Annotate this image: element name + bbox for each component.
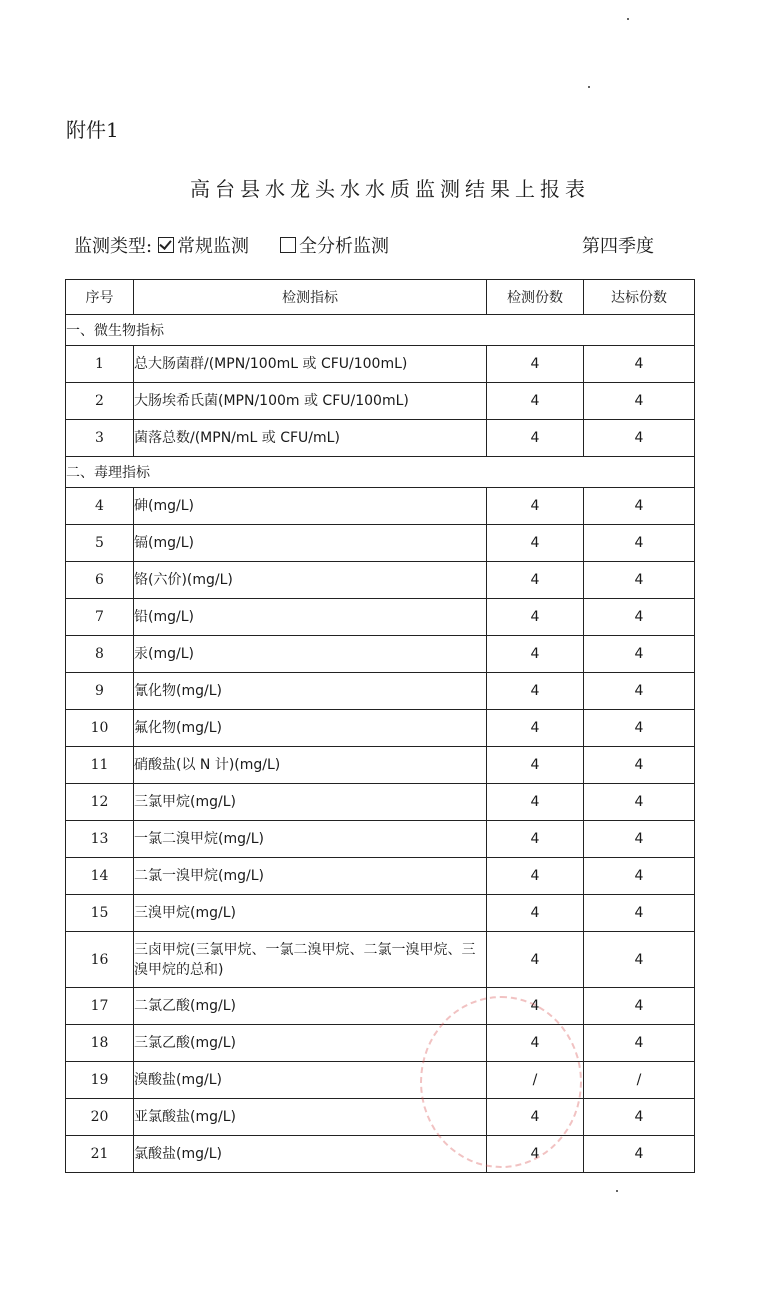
tested-count: 4: [487, 710, 584, 747]
results-table: [65, 279, 695, 1173]
row-number: 8: [66, 636, 134, 673]
row-number: 3: [66, 420, 134, 457]
table-row: [66, 895, 695, 932]
passed-count: 4: [584, 488, 695, 525]
passed-count: 4: [584, 932, 695, 988]
table-row: [66, 747, 695, 784]
row-number: 4: [66, 488, 134, 525]
tested-count: 4: [487, 1099, 584, 1136]
row-number: 20: [66, 1099, 134, 1136]
passed-count: 4: [584, 1099, 695, 1136]
row-number: 17: [66, 988, 134, 1025]
monitoring-type-line: [74, 232, 654, 260]
indicator-name: 氟化物(mg/L): [134, 710, 487, 747]
indicator-name: 菌落总数/(MPN/mL 或 CFU/mL): [134, 420, 487, 457]
passed-count: 4: [584, 1025, 695, 1062]
monitoring-type-label: 监测类型:: [74, 236, 153, 257]
option-routine-label: 常规监测: [177, 236, 249, 257]
indicator-name: 亚氯酸盐(mg/L): [134, 1099, 487, 1136]
table-row: [66, 599, 695, 636]
row-number: 7: [66, 599, 134, 636]
indicator-name: 三溴甲烷(mg/L): [134, 895, 487, 932]
row-number: 5: [66, 525, 134, 562]
passed-count: 4: [584, 710, 695, 747]
table-header-row: [66, 280, 695, 315]
tested-count: 4: [487, 346, 584, 383]
tested-count: 4: [487, 599, 584, 636]
passed-count: 4: [584, 858, 695, 895]
tested-count: 4: [487, 562, 584, 599]
tested-count: 4: [487, 988, 584, 1025]
option-routine: [158, 232, 249, 258]
tested-count: 4: [487, 636, 584, 673]
option-full-analysis: [280, 232, 389, 258]
indicator-name: 镉(mg/L): [134, 525, 487, 562]
row-number: 14: [66, 858, 134, 895]
section-row: [66, 457, 695, 488]
annex-label: 附件1: [66, 118, 119, 142]
passed-count: 4: [584, 895, 695, 932]
table-row: [66, 673, 695, 710]
section-title: 二、毒理指标: [66, 457, 695, 488]
tested-count: 4: [487, 895, 584, 932]
passed-count: 4: [584, 383, 695, 420]
passed-count: /: [584, 1062, 695, 1099]
indicator-name: 砷(mg/L): [134, 488, 487, 525]
scan-speck: [627, 18, 629, 20]
passed-count: 4: [584, 988, 695, 1025]
indicator-name: 三卤甲烷(三氯甲烷、一氯二溴甲烷、二氯一溴甲烷、三溴甲烷的总和): [134, 932, 487, 988]
row-number: 21: [66, 1136, 134, 1173]
indicator-name: 二氯乙酸(mg/L): [134, 988, 487, 1025]
table-row: [66, 858, 695, 895]
tested-count: 4: [487, 747, 584, 784]
indicator-name: 大肠埃希氏菌(MPN/100m 或 CFU/100mL): [134, 383, 487, 420]
tested-count: 4: [487, 858, 584, 895]
indicator-name: 铬(六价)(mg/L): [134, 562, 487, 599]
row-number: 12: [66, 784, 134, 821]
row-number: 15: [66, 895, 134, 932]
table-row: [66, 420, 695, 457]
table-row: [66, 821, 695, 858]
table-row: [66, 784, 695, 821]
passed-count: 4: [584, 784, 695, 821]
row-number: 16: [66, 932, 134, 988]
passed-count: 4: [584, 346, 695, 383]
indicator-name: 三氯甲烷(mg/L): [134, 784, 487, 821]
table-row: [66, 1062, 695, 1099]
indicator-name: 硝酸盐(以 N 计)(mg/L): [134, 747, 487, 784]
indicator-name: 铅(mg/L): [134, 599, 487, 636]
tested-count: 4: [487, 784, 584, 821]
indicator-name: 二氯一溴甲烷(mg/L): [134, 858, 487, 895]
row-number: 6: [66, 562, 134, 599]
passed-count: 4: [584, 636, 695, 673]
section-row: [66, 315, 695, 346]
indicator-name: 溴酸盐(mg/L): [134, 1062, 487, 1099]
row-number: 2: [66, 383, 134, 420]
header-passed: 达标份数: [584, 280, 695, 315]
indicator-name: 汞(mg/L): [134, 636, 487, 673]
indicator-name: 一氯二溴甲烷(mg/L): [134, 821, 487, 858]
scan-speck: [616, 1190, 618, 1192]
row-number: 19: [66, 1062, 134, 1099]
passed-count: 4: [584, 673, 695, 710]
table-row: [66, 525, 695, 562]
row-number: 18: [66, 1025, 134, 1062]
table-body: [66, 315, 695, 1173]
header-item: 检测指标: [134, 280, 487, 315]
tested-count: 4: [487, 488, 584, 525]
indicator-name: 氰化物(mg/L): [134, 673, 487, 710]
row-number: 1: [66, 346, 134, 383]
option-full-analysis-label: 全分析监测: [299, 236, 389, 257]
table-row: [66, 488, 695, 525]
indicator-name: 氯酸盐(mg/L): [134, 1136, 487, 1173]
row-number: 11: [66, 747, 134, 784]
table-row: [66, 636, 695, 673]
tested-count: 4: [487, 420, 584, 457]
checked-box-icon: [158, 237, 174, 253]
table-row: [66, 710, 695, 747]
table-row: [66, 1136, 695, 1173]
row-number: 9: [66, 673, 134, 710]
row-number: 13: [66, 821, 134, 858]
tested-count: 4: [487, 1136, 584, 1173]
table-row: [66, 346, 695, 383]
section-title: 一、微生物指标: [66, 315, 695, 346]
tested-count: 4: [487, 821, 584, 858]
table-row: [66, 932, 695, 988]
tested-count: 4: [487, 1025, 584, 1062]
tested-count: 4: [487, 673, 584, 710]
tested-count: /: [487, 1062, 584, 1099]
tested-count: 4: [487, 383, 584, 420]
indicator-name: 三氯乙酸(mg/L): [134, 1025, 487, 1062]
passed-count: 4: [584, 562, 695, 599]
row-number: 10: [66, 710, 134, 747]
tested-count: 4: [487, 932, 584, 988]
scan-speck: [588, 86, 590, 88]
passed-count: 4: [584, 1136, 695, 1173]
passed-count: 4: [584, 525, 695, 562]
table-row: [66, 1025, 695, 1062]
passed-count: 4: [584, 599, 695, 636]
header-no: 序号: [66, 280, 134, 315]
indicator-name: 总大肠菌群/(MPN/100mL 或 CFU/100mL): [134, 346, 487, 383]
passed-count: 4: [584, 821, 695, 858]
header-tested: 检测份数: [487, 280, 584, 315]
tested-count: 4: [487, 525, 584, 562]
report-title: 高台县水龙头水水质监测结果上报表: [190, 177, 590, 201]
unchecked-box-icon: [280, 237, 296, 253]
table-row: [66, 383, 695, 420]
table-row: [66, 1099, 695, 1136]
table-row: [66, 988, 695, 1025]
table-row: [66, 562, 695, 599]
passed-count: 4: [584, 747, 695, 784]
quarter-label: 第四季度: [582, 236, 654, 257]
passed-count: 4: [584, 420, 695, 457]
